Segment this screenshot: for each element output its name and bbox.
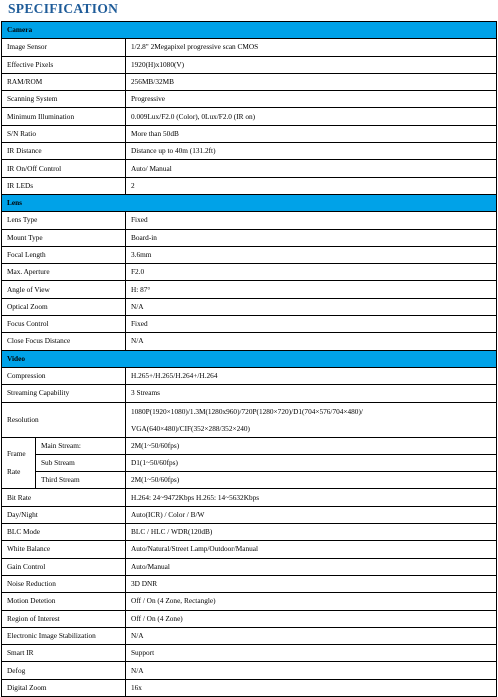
section-title: Video [2, 350, 497, 367]
stream-label: Sub Stream [36, 454, 126, 471]
stream-value: D1(1~50/60fps) [126, 454, 497, 471]
spec-label: RAM/ROM [2, 73, 126, 90]
spec-label: Day/Night [2, 506, 126, 523]
spec-row [2, 125, 497, 142]
frame-rate-label-line-2: Rate [7, 466, 21, 476]
spec-label: Close Focus Distance [2, 333, 126, 350]
spec-row [2, 229, 497, 246]
spec-value: Auto/Natural/Street Lamp/Outdoor/Manual [126, 541, 497, 558]
spec-label: BLC Mode [2, 524, 126, 541]
spec-value: 0.009Lux/F2.0 (Color), 0Lux/F2.0 (IR on) [126, 108, 497, 125]
spec-value: 2 [126, 177, 497, 194]
spec-value: H.265+/H.265/H.264+/H.264 [126, 367, 497, 384]
spec-row [2, 73, 497, 90]
section-title: Camera [2, 22, 497, 39]
spec-label: Optical Zoom [2, 298, 126, 315]
spec-label: Angle of View [2, 281, 126, 298]
spec-value: H.264: 24~9472Kbps H.265: 14~5632Kbps [126, 489, 497, 506]
spec-row [2, 541, 497, 558]
spec-value: BLC / HLC / WDR(120dB) [126, 524, 497, 541]
spec-value: 1920(H)x1080(V) [126, 56, 497, 73]
section-header-lens [2, 194, 497, 211]
spec-value: H: 87° [126, 281, 497, 298]
spec-label: Minimum Illumination [2, 108, 126, 125]
resolution-line-2: VGA(640×480)/CIF(352×288/352×240) [131, 423, 250, 433]
spec-label: Motion Detetion [2, 593, 126, 610]
spec-label: IR On/Off Control [2, 160, 126, 177]
spec-row [2, 558, 497, 575]
spec-row [2, 212, 497, 229]
spec-label: Defog [2, 662, 126, 679]
spec-row [2, 627, 497, 644]
spec-row [2, 108, 497, 125]
spec-row [2, 575, 497, 592]
spec-row [2, 593, 497, 610]
spec-row [2, 489, 497, 506]
spec-value: Distance up to 40m (131.2ft) [126, 143, 497, 160]
spec-row [2, 610, 497, 627]
spec-row [2, 56, 497, 73]
spec-row [2, 385, 497, 402]
spec-label: Mount Type [2, 229, 126, 246]
spec-value: More than 50dB [126, 125, 497, 142]
spec-row [2, 281, 497, 298]
spec-label: Electronic Image Stabilization [2, 627, 126, 644]
spec-row [2, 298, 497, 315]
spec-value: 3.6mm [126, 246, 497, 263]
spec-label: IR LEDs [2, 177, 126, 194]
frame-rate-label-line-1: Frame [7, 448, 26, 458]
spec-label: Focus Control [2, 316, 126, 333]
spec-row [2, 333, 497, 350]
spec-value: Off / On (4 Zone, Rectangle) [126, 593, 497, 610]
frame-rate-row-third [2, 472, 497, 489]
spec-label: Scanning System [2, 91, 126, 108]
frame-rate-row-main [2, 437, 497, 454]
spec-value: Off / On (4 Zone) [126, 610, 497, 627]
spec-value: 3 Streams [126, 385, 497, 402]
section-header-video [2, 350, 497, 367]
spec-row [2, 316, 497, 333]
specification-table [1, 21, 497, 697]
spec-label: Resolution [2, 402, 126, 437]
resolution-line-1: 1080P(1920×1080)/1.3M(1280x960)/720P(1280×720)/D1(704×576/704×480)/ [131, 406, 363, 416]
spec-row [2, 645, 497, 662]
spec-row [2, 143, 497, 160]
spec-row [2, 39, 497, 56]
spec-row [2, 506, 497, 523]
spec-label: Smart IR [2, 645, 126, 662]
spec-row [2, 246, 497, 263]
frame-rate-row-sub [2, 454, 497, 471]
spec-value: 16x [126, 679, 497, 696]
spec-value: Fixed [126, 212, 497, 229]
spec-label: Digital Zoom [2, 679, 126, 696]
stream-label: Main Stream: [36, 437, 126, 454]
spec-value: 1/2.8" 2Megapixel progressive scan CMOS [126, 39, 497, 56]
spec-label: Lens Type [2, 212, 126, 229]
spec-label: Max. Aperture [2, 264, 126, 281]
section-title: Lens [2, 194, 497, 211]
frame-rate-label [2, 437, 36, 489]
spec-value: Fixed [126, 316, 497, 333]
page-title: SPECIFICATION [8, 1, 119, 16]
spec-row [2, 91, 497, 108]
spec-value: Board-in [126, 229, 497, 246]
spec-value: F2.0 [126, 264, 497, 281]
stream-label: Third Stream [36, 472, 126, 489]
spec-row [2, 177, 497, 194]
spec-row [2, 160, 497, 177]
spec-label: Region of Interest [2, 610, 126, 627]
spec-label: Streaming Capability [2, 385, 126, 402]
spec-row [2, 367, 497, 384]
spec-label: Effective Pixels [2, 56, 126, 73]
spec-label: Noise Reduction [2, 575, 126, 592]
spec-label: IR Distance [2, 143, 126, 160]
spec-row [2, 679, 497, 696]
spec-value: N/A [126, 627, 497, 644]
spec-value: Support [126, 645, 497, 662]
stream-value: 2M(1~50/60fps) [126, 437, 497, 454]
spec-label: Compression [2, 367, 126, 384]
spec-value [126, 402, 497, 437]
spec-value: 3D DNR [126, 575, 497, 592]
spec-value: N/A [126, 298, 497, 315]
spec-label: S/N Ratio [2, 125, 126, 142]
spec-value: N/A [126, 662, 497, 679]
spec-label: Gain Control [2, 558, 126, 575]
spec-row-resolution [2, 402, 497, 437]
spec-row [2, 264, 497, 281]
section-header-camera [2, 22, 497, 39]
spec-label: Focal Length [2, 246, 126, 263]
spec-value: Auto(ICR) / Color / B/W [126, 506, 497, 523]
spec-value: Progressive [126, 91, 497, 108]
spec-value: N/A [126, 333, 497, 350]
stream-value: 2M(1~50/60fps) [126, 472, 497, 489]
spec-row [2, 524, 497, 541]
spec-value: 256MB/32MB [126, 73, 497, 90]
spec-label: Image Sensor [2, 39, 126, 56]
spec-row [2, 662, 497, 679]
spec-value: Auto/Manual [126, 558, 497, 575]
spec-label: White Balance [2, 541, 126, 558]
spec-label: Bit Rate [2, 489, 126, 506]
spec-value: Auto/ Manual [126, 160, 497, 177]
